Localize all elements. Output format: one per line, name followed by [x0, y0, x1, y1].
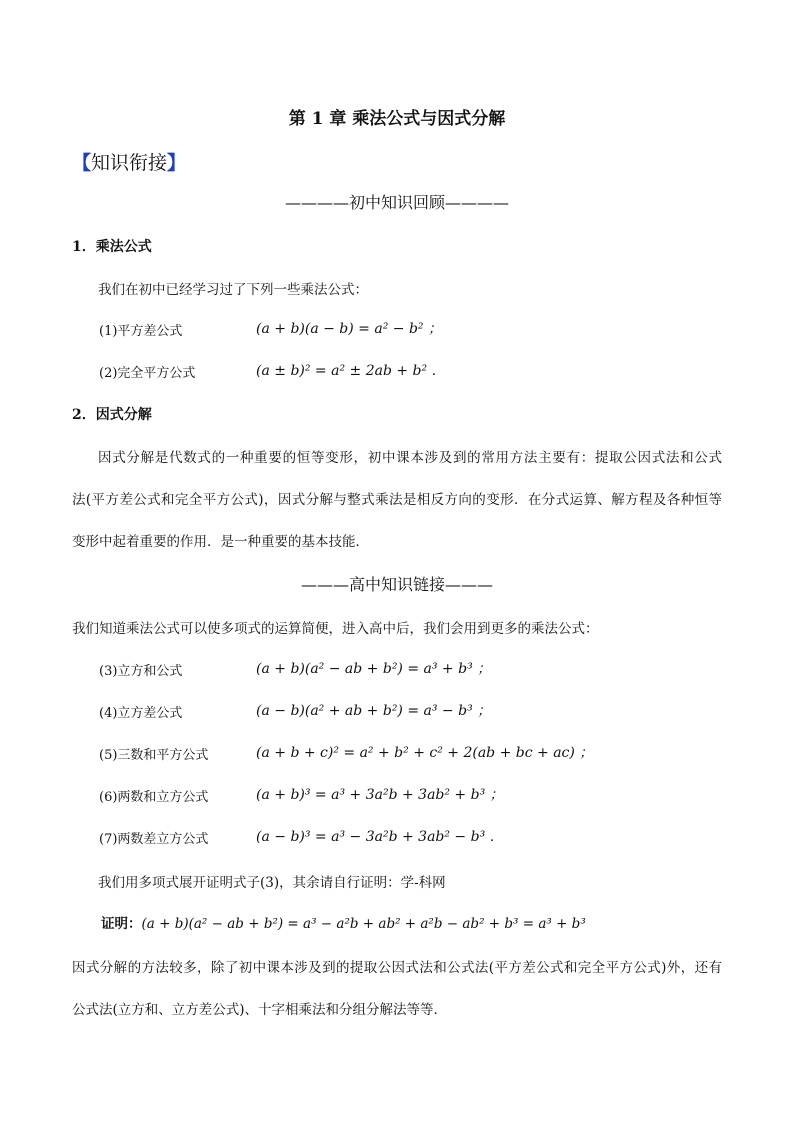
- formula-label-2: (2)完全平方公式: [99, 366, 196, 381]
- paragraph-methods-line-2: 公式法(立方和、立方差公式)、十字相乘法和分组分解法等等．: [72, 1002, 448, 1018]
- bracket-close: 】: [167, 152, 187, 174]
- section-tag-text: 知识衔接: [91, 152, 168, 174]
- paragraph-senior-intro: 我们知道乘法公式可以使多项式的运算简便，进入高中后，我们会用到更多的乘法公式：: [72, 621, 599, 637]
- formula-7: (a − b)³ = a³ − 3a²b + 3ab² − b³ ．: [256, 829, 504, 845]
- formula-label-7: (7)两数差立方公式: [99, 832, 209, 847]
- paragraph-factor-line-3: 变形中起着重要的作用．是一种重要的基本技能．: [72, 534, 369, 550]
- proof-label: 证明：: [101, 916, 142, 932]
- formula-5: (a + b + c)² = a² + b² + c² + 2(ab + bc + ac) ；: [256, 745, 594, 761]
- heading-factorization: 2．因式分解: [72, 407, 152, 423]
- paragraph-methods-line-1: 因式分解的方法较多，除了初中课本涉及到的提取公因式法和公式法(平方差公式和完全平方公式)外，还有: [72, 960, 722, 976]
- paragraph-intro: 我们在初中已经学习过了下列一些乘法公式：: [98, 282, 368, 298]
- formula-label-4: (4)立方差公式: [99, 706, 183, 721]
- formula-1: (a + b)(a − b) = a² − b² ；: [256, 321, 442, 337]
- formula-label-1: (1)平方差公式: [99, 324, 183, 339]
- page-title: 第 1 章 乘法公式与因式分解: [288, 109, 506, 129]
- formula-3: (a + b)(a² − ab + b²) = a³ + b³ ；: [256, 661, 492, 677]
- heading-multiplication-formulas: 1．乘法公式: [72, 239, 152, 255]
- proof-formula: (a + b)(a² − ab + b²) = a³ − a²b + ab² + a²b − ab² + b³ = a³ + b³: [141, 916, 586, 932]
- formula-label-3: (3)立方和公式: [99, 664, 183, 679]
- divider-senior-link: ———高中知识链接———: [300, 575, 493, 594]
- divider-junior-review: ————初中知识回顾————: [284, 193, 509, 212]
- section-tag: [72, 148, 186, 175]
- formula-6: (a + b)³ = a³ + 3a²b + 3ab² + b³ ；: [256, 787, 504, 803]
- proof-line: [101, 912, 586, 932]
- formula-2: (a ± b)² = a² ± 2ab + b² ．: [256, 363, 446, 379]
- bracket-open: 【: [72, 152, 92, 174]
- formula-label-5: (5)三数和平方公式: [99, 748, 209, 763]
- paragraph-proof-intro: 我们用多项式展开证明式子(3)，其余请自行证明：学-科网: [98, 875, 446, 891]
- formula-4: (a − b)(a² + ab + b²) = a³ − b³ ；: [256, 703, 492, 719]
- paragraph-factor-line-1: 因式分解是代数式的一种重要的恒等变形，初中课本涉及到的常用方法主要有：提取公因式法和公式: [98, 450, 722, 466]
- formula-label-6: (6)两数和立方公式: [99, 790, 209, 805]
- paragraph-factor-line-2: 法(平方差公式和完全平方公式)，因式分解与整式乘法是相反方向的变形．在分式运算、解方程及各种恒等: [72, 492, 722, 508]
